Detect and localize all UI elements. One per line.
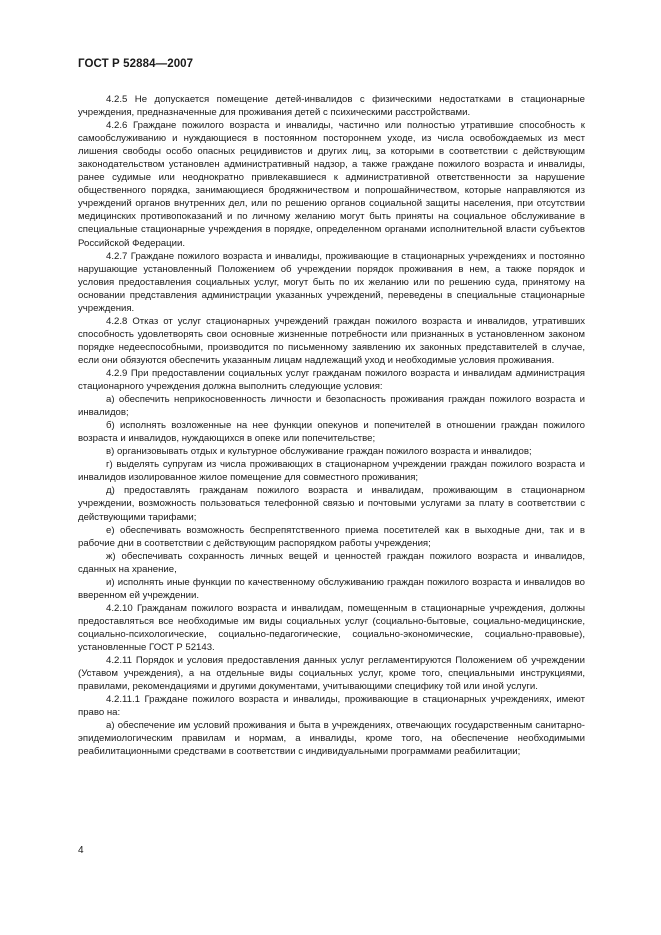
list-item-i: и) исполнять иные функции по качественному обслуживанию граждан пожилого возраста и инвалидов во вверенном ей учреждении.	[78, 576, 585, 601]
page-number: 4	[78, 845, 84, 856]
list-item-d: д) предоставлять гражданам пожилого возраста и инвалидам, проживающим в стационарном учреждении, возможность пользоваться телефонной связью и почтовыми услугами за плату в соответствии с действующими тарифами;	[78, 485, 585, 523]
document-header: ГОСТ Р 52884—2007	[78, 58, 194, 70]
paragraph-4-2-10: 4.2.10 Гражданам пожилого возраста и инвалидам, помещенным в стационарные учреждения, должны предоставляться все необходимые им виды социальных услуг (социально-бытовые, социально-медицинские, социально-психологические, социально-педагогические, социально-экономические, социально-правовые), установленные ГОСТ Р 52143.	[78, 602, 585, 653]
paragraph-4-2-7: 4.2.7 Граждане пожилого возраста и инвалиды, проживающие в стационарных учреждениях и постоянно нарушающие установленный Положением об учреждении порядок проживания в нем, а также порядок и условия предоставления социальных услуг, могут быть по их желанию или по решению суда, принятому на основании представления администрации указанных учреждений, переведены в специальные стационарные учреждения.	[78, 250, 585, 314]
list-item-a-2: а) обеспечение им условий проживания и быта в учреждениях, отвечающих государственным санитарно-эпидемиологическим правилам и нормам, а инвалиды, кроме того, на обеспечение необходимыми реабилитационными средствами в соответствии с индивидуальными программами реабилитации;	[78, 720, 585, 758]
list-item-v: в) организовывать отдых и культурное обслуживание граждан пожилого возраста и инвалидов;	[106, 446, 532, 458]
paragraph-4-2-11: 4.2.11 Порядок и условия предоставления данных услуг регламентируются Положением об учреждении (Уставом учреждения), а на отдельные виды социальных услуг, кроме того, специальными инструкциями, правилами, рекомендациями и другими документами, учитывающими специфику той или иной услуги.	[78, 655, 585, 693]
paragraph-4-2-9: 4.2.9 При предоставлении социальных услуг гражданам пожилого возраста и инвалидам администрация стационарного учреждения должна выполнить следующие условия:	[78, 367, 585, 393]
list-item-zh: ж) обеспечивать сохранность личных вещей и ценностей граждан пожилого возраста и инвалидов, сданных на хранение,	[78, 550, 585, 575]
document-body	[78, 93, 585, 758]
paragraph-4-2-5: 4.2.5 Не допускается помещение детей-инвалидов с физическими недостатками в стационарные учреждения, предназначенные для проживания детей с психическими расстройствами.	[78, 94, 585, 119]
list-item-g: г) выделять супругам из числа проживающих в стационарном учреждении граждан пожилого возраста и инвалидов изолированное жилое помещение для совместного проживания;	[78, 459, 585, 484]
paragraph-4-2-6: 4.2.6 Граждане пожилого возраста и инвалиды, частично или полностью утратившие способность к самообслуживанию и нуждающиеся в постоянном постороннем уходе, из числа освобождаемых из мест лишения свободы особо опасных рецидивистов и других лиц, за которыми в соответствии с действующим законодательством установлен административный надзор, а также граждане пожилого возраста и инвалиды, ранее судимые или неоднократно привлекавшиеся к административной ответственности за нарушение общественного порядка, занимающиеся бродяжничеством и попрошайничеством, которые направляются из учреждений органов внутренних дел, или по решению органов социальной защиты населения, при отсутствии медицинских противопоказаний и по личному желанию могут быть приняты на социальное обслуживание в специальные стационарные учреждения в порядке, определенном органами исполнительной власти субъектов Российской Федерации.	[78, 120, 585, 249]
paragraph-4-2-8: 4.2.8 Отказ от услуг стационарных учреждений граждан пожилого возраста и инвалидов, утративших способность удовлетворять свои основные жизненные потребности или признанных в установленном законом порядке недееспособными, производится по письменному заявлению их законных представителей в случае, если они обязуются обеспечить указанным лицам надлежащий уход и необходимые условия проживания.	[78, 315, 585, 366]
list-item-b: б) исполнять возложенные на нее функции опекунов и попечителей в отношении граждан пожилого возраста и инвалидов, нуждающихся в опеке или попечительстве;	[78, 420, 585, 445]
list-item-e: е) обеспечивать возможность беспрепятственного приема посетителей как в выходные дни, так и в рабочие дни в соответствии с действующим распорядком работы учреждения;	[78, 524, 585, 549]
list-item-a: а) обеспечить неприкосновенность личности и безопасность проживания граждан пожилого возраста и инвалидов;	[78, 394, 585, 419]
paragraph-4-2-11-1: 4.2.11.1 Граждане пожилого возраста и инвалиды, проживающие в стационарных учреждениях, имеют право на:	[78, 694, 585, 719]
